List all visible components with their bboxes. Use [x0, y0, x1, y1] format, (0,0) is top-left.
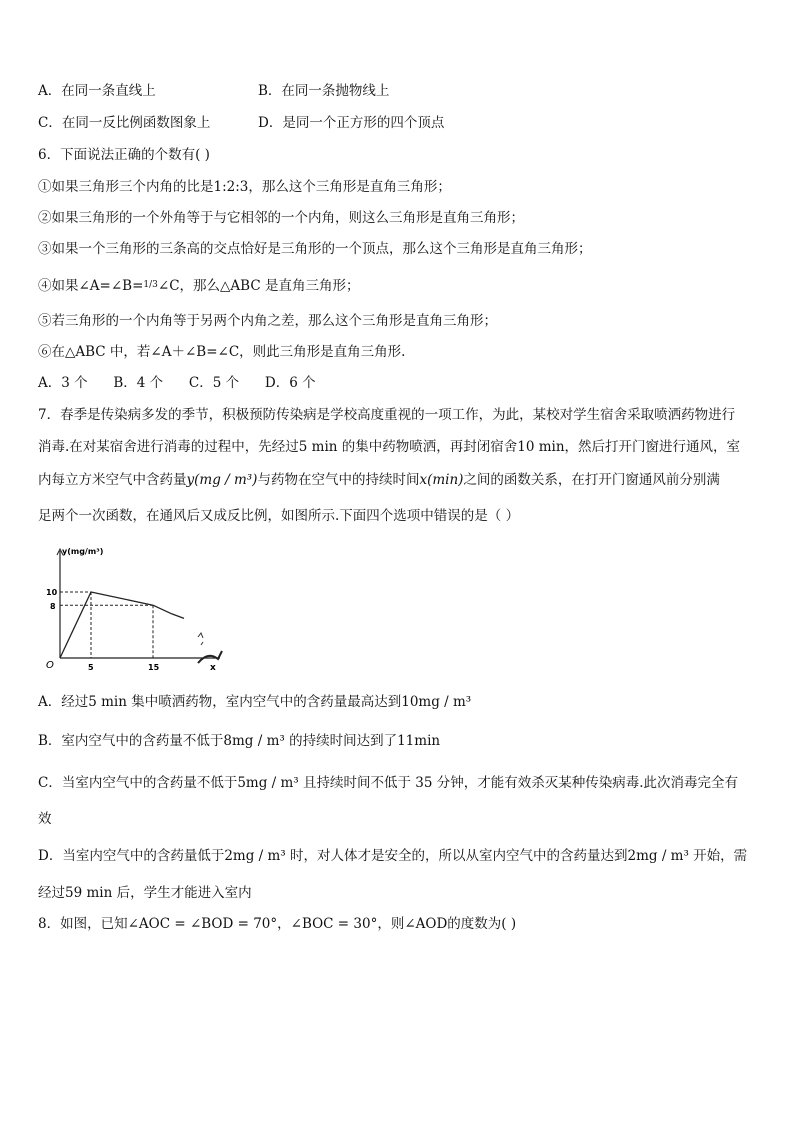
q7-option-c-line-2: 效: [38, 811, 52, 827]
x-tick-5: 5: [88, 663, 94, 672]
q7-option-a: A．经过5 min 集中喷洒药物，室内空气中的含药量最高达到10mg / m³: [38, 694, 472, 710]
origin-label: O: [46, 660, 54, 671]
q6-item-3: ③如果一个三角形的三条高的交点恰好是三角形的一个顶点，那么这个三角形是直角三角形；: [38, 241, 592, 257]
q6-item-4-head: ④如果∠A=∠B=: [38, 278, 144, 294]
q6-item-4: [38, 276, 359, 295]
data-segment-2: [153, 605, 172, 614]
q7-stem-line-1: 7．春季是传染病多发的季节，积极预防传染病是学校高度重视的一项工作，为此，某校对学生宿舍采取喷洒药物进行: [38, 407, 736, 423]
x-tick-15: 15: [148, 663, 160, 672]
y-tick-8: 8: [50, 602, 56, 612]
q6-item-1: ①如果三角形三个内角的比是1:2:3，那么这个三角形是直角三角形；: [38, 179, 451, 195]
q7-line3-x-unit: x(min): [419, 472, 464, 488]
q7-stem-line-2: 消毒.在对某宿舍进行消毒的过程中，先经过5 min 的集中药物喷洒，再封闭宿舍10 min，然后打开门窗进行通风，室: [38, 439, 741, 455]
q5-option-d: D．是同一个正方形的四个顶点: [258, 115, 445, 131]
q5-option-c: C．在同一反比例函数图象上: [38, 115, 211, 131]
q7-option-c-line-1: C．当室内空气中的含药量不低于5mg / m³ 且持续时间不低于 35 分钟，才能有效杀灭某种传染病毒.此次消毒完全有: [38, 775, 739, 791]
y-tick-10: 10: [46, 588, 58, 597]
q7-line3-part-a: 内每立方米空气中含药量: [38, 472, 187, 488]
q7-line3-part-c: 与药物在空气中的持续时间: [257, 472, 420, 488]
q6-item-2: ②如果三角形的一个外角等于与它相邻的一个内角，则这么三角形是直角三角形；: [38, 210, 524, 226]
q7-line3-part-e: 之间的函数关系，在打开门窗通风前分别满: [463, 472, 720, 488]
q7-line3-y-unit: y(mg / m³): [186, 472, 258, 488]
q7-option-d-line-2: 经过59 min 后，学生才能进入室内: [38, 885, 252, 901]
scan-mark: [198, 633, 203, 645]
q7-option-d-line-1: D．当室内空气中的含药量低于2mg / m³ 时，对人体才是安全的，所以从室内空气中的含药量达到2mg / m³ 开始，需: [38, 848, 748, 864]
q6-item-4-tail: ∠C，那么△ABC 是直角三角形；: [157, 278, 360, 294]
scan-mark-bottom: [198, 651, 222, 663]
x-axis-label: x: [210, 663, 216, 673]
q7-stem-line-4: 足两个一次函数，在通风后又成反比例，如图所示.下面四个选项中错误的是（ ）: [38, 508, 520, 524]
data-segment-3: [172, 614, 184, 619]
q6-item-5: ⑤若三角形的一个内角等于另两个内角之差，那么这个三角形是直角三角形；: [38, 313, 497, 329]
q6-options: A．3 个 B．4 个 C．5 个 D．6 个: [38, 375, 316, 391]
q8-stem: 8．如图，已知∠AOC = ∠BOD = 70°，∠BOC = 30°，则∠AOD的度数为( ): [38, 916, 517, 932]
q5-option-a: A．在同一条直线上: [38, 83, 156, 99]
q6-item-6: ⑥在△ABC 中，若∠A＋∠B=∠C，则此三角形是直角三角形.: [38, 344, 406, 360]
data-segment-1: [91, 592, 153, 605]
y-axis-label: y(mg/m³): [62, 547, 104, 556]
q7-option-b: B．室内空气中的含药量不低于8mg / m³ 的持续时间达到了11min: [38, 733, 441, 749]
data-segment-0: [60, 592, 91, 658]
q5-option-b: B．在同一条抛物线上: [258, 83, 390, 99]
q7-stem-line-3: [38, 471, 720, 489]
q7-graph: [38, 545, 228, 675]
q6-stem: 6．下面说法正确的个数有( ): [38, 147, 210, 163]
q6-item-4-fraction: 1/3: [143, 280, 158, 290]
